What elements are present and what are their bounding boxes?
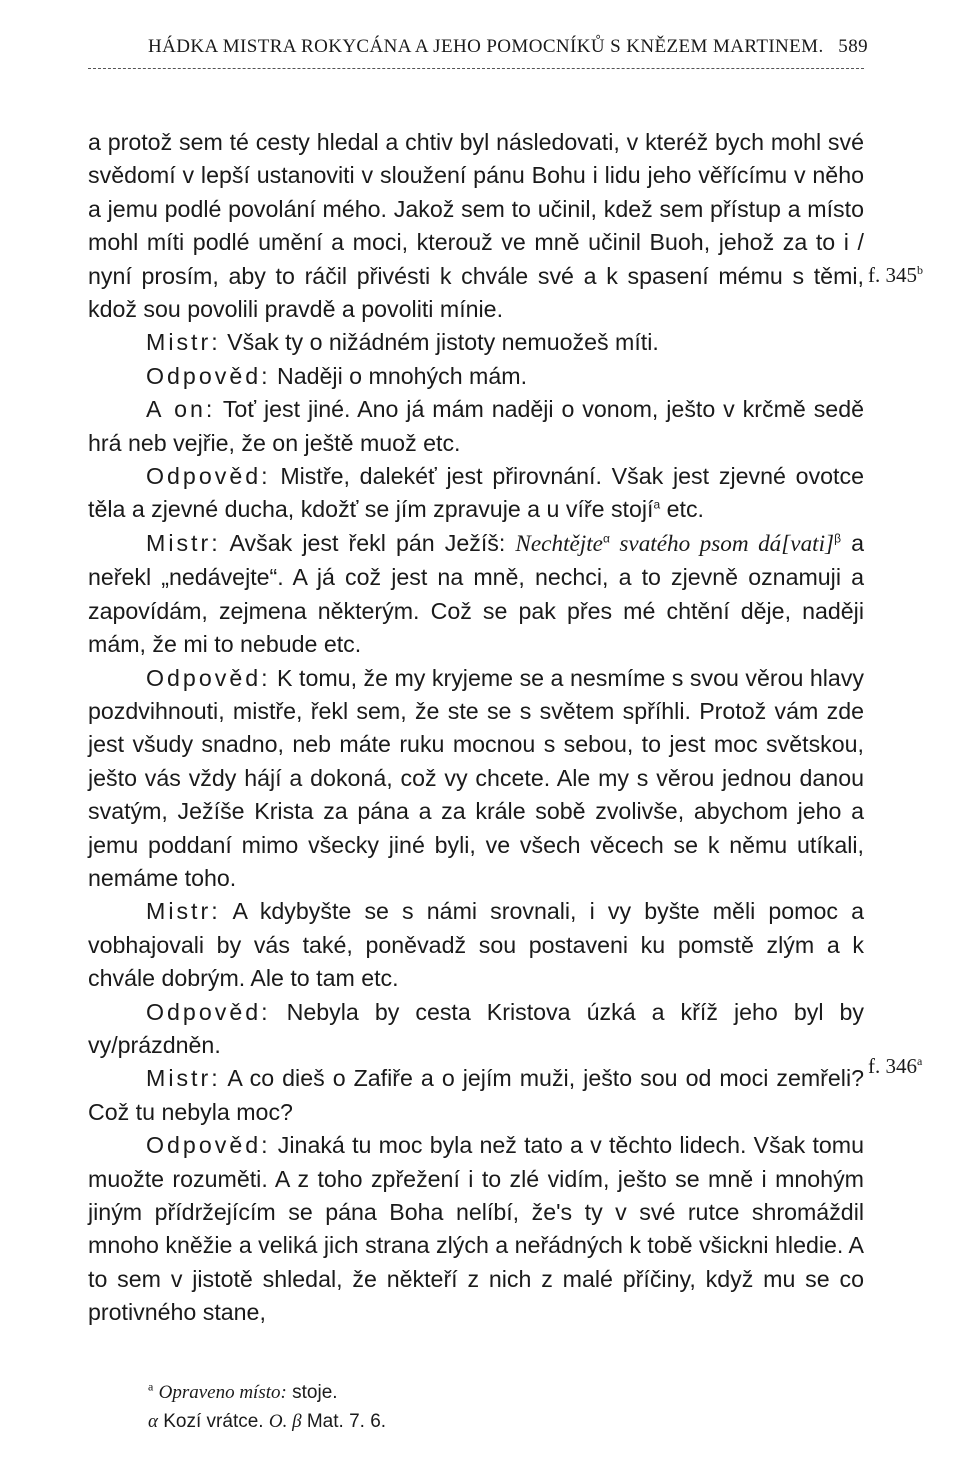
paragraph: Mistr: Avšak jest řekl pán Ježíš: Nechtějte$^\alpha$ svatého psom dá[vati]$^\beta$ a neřekl „nedávejte“. A já což jest na mně, nechci, a to zjevně oznamuji a zapovídám, zejmena některým. Což se pak přes mé chtění děje, naději mám, že mi to nebude etc. (88, 529, 864, 658)
footnote: α Kozí vrátce. O. β Mat. 7. 6. (148, 1411, 387, 1432)
paragraph: Odpověd: Nebyla by cesta Kristova úzká a kříž jeho byl by vy/prázdněn. (88, 998, 864, 1058)
speaker-label: Mistr: (146, 329, 221, 356)
speaker-label: Odpověd: (146, 664, 271, 691)
paragraph: A on: Toť jest jiné. Ano já mám naději o vonom, ješto v krčmě sedě hrá neb vejřie, že on ještě muož etc. (88, 396, 864, 456)
paragraph: Mistr: Však ty o nižádném jistoty nemuožeš míti. (146, 329, 659, 356)
footnote-label: α (148, 1411, 158, 1432)
footnote-marker: a (653, 497, 661, 512)
paragraph: Odpověd: Jinaká tu moc byla než tato a v těchto lidech. Však tomu muožte rozuměti. A z toho zpřežení i to zlé vidím, ješto se mně i mnohým jiným přídržejícím se pána Boha nelíbí, že's ty v své rutce shromáždil mnoho kněžie a veliká jich strana zlých a neřádných k tobě všicknі hledie. A to sem v jistotě shledal, že někteří z nich z malé příčiny, když mu se co protivného stane, (88, 1132, 864, 1326)
margin-folio-note: f. 346$^a$ (868, 1054, 923, 1078)
footnote-marker: β (834, 531, 841, 546)
speaker-label: Odpověd: (146, 463, 271, 490)
page-number: 589 (838, 36, 868, 57)
speaker-label: Mistr: (146, 529, 221, 556)
footnote: $^a$ Opraveno místo: stoje. (148, 1379, 338, 1403)
paragraph: a protož sem té cesty hledal a chtiv byl následovati, v kteréž bych mohl své svědomí v lepší ustanoviti v sloužení pánu Bohu i lidu jeho věřícímu v něho a jemu podlé povolání mého. Jakož sem to učinil, kdež sem přístup a místo mohl míti podlé umění a moci, kterouž ve mně učinil Buoh, jehož za to i / nyní prosím, aby to ráčil přivésti k chvále své a k spasení mému s těmi, kdož sou povolili pravdě a povoliti mínie. (88, 129, 864, 323)
running-head-title: HÁDKA MISTRA ROKYCÁNA A JEHO POMOCNÍKŮ S KNĚZEM MARTINEM. (148, 36, 824, 57)
paragraph: Odpověd: Mistře, dalekéť jest přirovnání. Však jest zjevné ovotce těla a zjevné ducha, kdožť se jím zpravuje a u víře stojí$^a$ etc. (88, 463, 864, 523)
paragraph: Mistr: A co dieš o Zafiře a o jejím muži, ješto sou od moci zemřeli? Což tu nebyla moc? (88, 1065, 864, 1125)
paragraph: Odpověd: K tomu, že my kryjeme se a nesmíme s svou věrou hlavy pozdvihnouti, mistře, řekl sem, že ste se s světem spříhli. Protož vám zde jest všudy snadno, neb máte ruku mocnou s sebou, to jest moc světskou, ješto vás vždy hájí a dokoná, což vy chcete. Ale my s věrou jednou danou svatým, Ježíše Krista za pána a za krále sobě zvolivše, abychom jeho a jemu poddaní mimo všecky jiné byli, ve všech věcech se k němu utíkali, nemáme toho. (88, 664, 864, 891)
margin-folio-note: f. 345$^b$ (868, 263, 923, 287)
footnote-marker: α (602, 531, 610, 546)
quotation: svatého psom dá[vati] (609, 530, 835, 557)
body-text (88, 126, 864, 1330)
speaker-label: A on: (146, 396, 216, 423)
speaker-label: Mistr: (146, 898, 221, 925)
speaker-label: Odpověd: (146, 998, 271, 1025)
quotation: Nechtějte (515, 530, 603, 557)
speaker-label: Odpověd: (146, 362, 271, 389)
header-rule (88, 68, 864, 69)
paragraph: Mistr: A kdybyšte se s námi srovnali, i vy byšte měli pomoc a vobhajovali by vás také, poněvadž sou postaveni ku pomstě zlým a k chvále dobrým. Ale to tam etc. (88, 898, 864, 992)
footnotes (148, 1378, 748, 1436)
paragraph: Odpověd: Naději o mnohých mám. (146, 362, 528, 389)
speaker-label: Mistr: (146, 1065, 221, 1092)
speaker-label: Odpověd: (146, 1132, 271, 1159)
footnote-label: a (148, 1379, 154, 1394)
footnote-label: β (287, 1411, 302, 1432)
